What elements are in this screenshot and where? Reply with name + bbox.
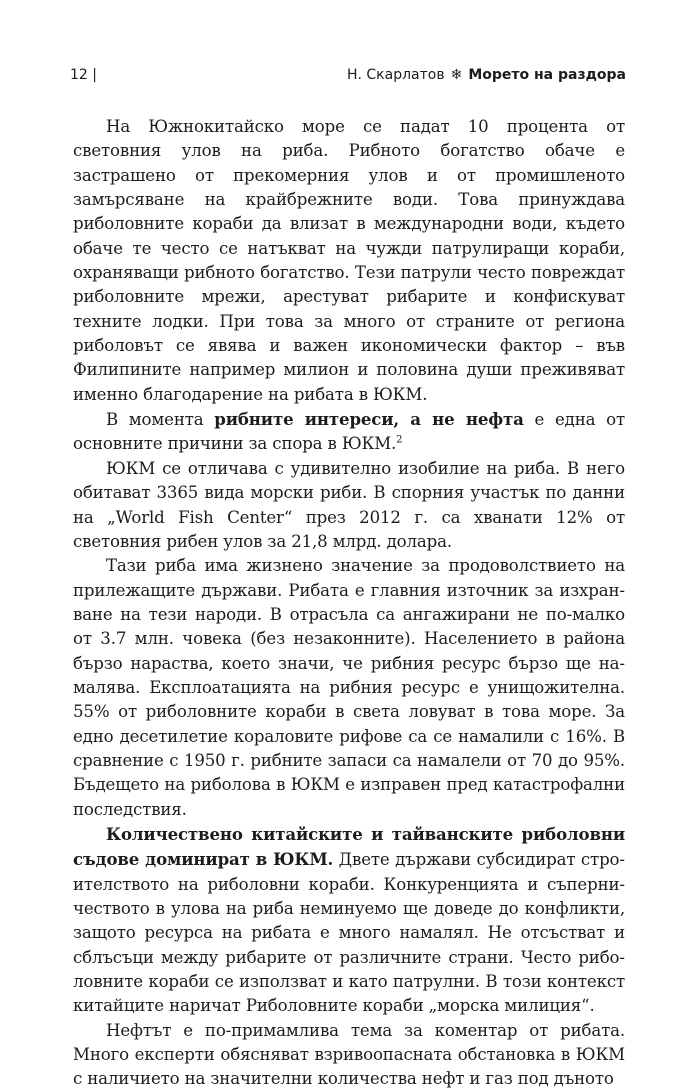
paragraph-text: Двете държави субсидират строителството на риболовни кораби. Конкуренцията и съперничеството в улова на риба неминуемо ще доведе до конфликти, защото ресурса на рибата е много намалял. Не отсъстват и сблъсъци между рибарите от различните страни. Често риболовните кораби се използват и като патрулни. В този контекст китайците наричат Риболовните кораби „морска милиция“.	[73, 850, 626, 1016]
bold-emphasis: Количествено китайските и тайванските риболовни съдове доминират в ЮКМ.	[73, 823, 625, 870]
footnote-marker[interactable]: 2	[396, 434, 403, 446]
paragraph	[73, 822, 625, 1019]
paragraph-text: В момента	[106, 410, 215, 430]
paragraph: Нефтът е по-примамлива тема за коментар от рибата. Много експерти обясняват взривоопасната обстановка в ЮКМ с наличието на значителни количества нефт и газ под дъното	[73, 1020, 625, 1089]
paragraph: ЮКМ се отличава с удивително изобилие на риба. В него обитават 3365 вида морски риби. В спорния участък по данни на „World Fish Center“ през 2012 г. са хванати 12% от световния рибен улов за 21,8 млрд. долара.	[73, 458, 625, 551]
paragraph-text: е една от основните причини за спора в ЮКМ.	[73, 410, 625, 454]
page-body	[73, 115, 625, 1092]
running-header	[70, 64, 626, 86]
snowflake-icon: ❄	[450, 67, 463, 83]
paragraph: Тази риба има жизнено значение за продоволствието на прилежащите държави. Рибата е главния източник за изхранване на тези народи. В отрасъла са ангажирани не по-малко от 3.7 млн. човека (без незаконните). Населението в района бързо нараства, което значи, че рибния ресурс бързо ще намалява. Експлоатацията на рибния ресурс е унищожителна. 55% от риболовните кораби в света ловуват в това море. За едно десетилетие кораловите рифове са се намалили с 16%. В сравнение с 1950 г. рибните запаси са намалели от 70 до 95%. Бъдещето на риболова в ЮКМ е изправен пред катастрофални последствия.	[73, 556, 625, 819]
paragraph	[73, 407, 625, 457]
book-title: Морето на раздора	[468, 67, 626, 83]
author-name: Н. Скарлатов	[346, 67, 445, 83]
paragraph: На Южнокитайско море се падат 10 процента от световния улов на риба. Рибното богатство обаче е застрашено от прекомерния улов и от промишленото замърсяване на крайбрежните води. Това принуждава риболовните кораби да влизат в международни води, където обаче те често се натъкват на чужди патрулиращи кораби, охраняващи рибното богатство. Тези патрули често повреждат риболовните мрежи, арестуват рибарите и конфискуват техните лодки. При това за много от страните от региона риболовът се явява и важен икономически фактор – във Филипините например милион и половина души преживяват именно благодарение на рибата в ЮКМ.	[73, 117, 625, 404]
page-number: 12 |	[70, 67, 97, 83]
bold-emphasis: рибните интереси, а не нефта	[214, 409, 524, 430]
running-title	[347, 64, 626, 86]
